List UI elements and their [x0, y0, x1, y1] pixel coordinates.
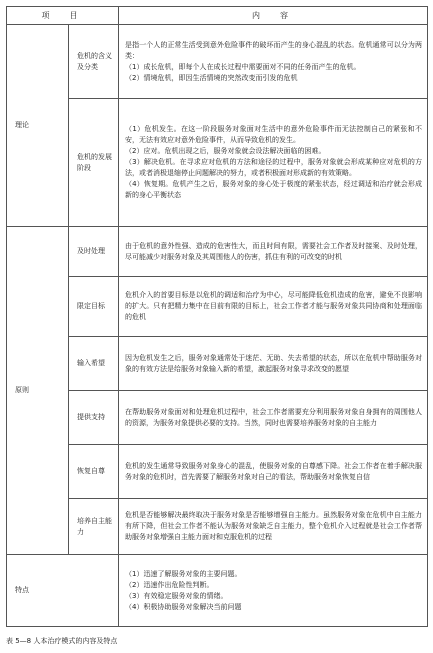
table-row — [7, 99, 428, 227]
category-features: 特点 — [7, 555, 119, 627]
subitem-name: 培养自主能力 — [69, 499, 119, 555]
subitem-content: （1）危机发生。在这一阶段服务对象面对生活中的意外危险事件而无法控制自己的紧张和不安，无法有效应对意外危险事件，从而导致危机的发生。 （2）应对。危机出现之后，服务对象就会设法解决面临的困难。 （3）解决危机。在寻求应对危机的方法和途径的过程中，服务对象就会形成某种应对危机的方法，或者消极退缩停止问题解决的努力，或者积极面对形成新的有效策略。 （4）恢复期。危机产生之后，服务对象的身心处于极度的紧张状态，经过调适和治疗就会形成新的身心平衡状态 — [119, 99, 428, 227]
subitem-name: 输入希望 — [69, 337, 119, 391]
header-item: 项 目 — [7, 7, 119, 25]
subitem-name: 危机的含义及分类 — [69, 25, 119, 99]
content-table-wrapper — [6, 6, 427, 627]
table-header-row — [7, 7, 428, 25]
features-content: （1）迅速了解服务对象的主要问题。 （2）迅速作出危险性判断。 （3）有效稳定服务对象的情绪。 （4）积极协助服务对象解决当前问题 — [119, 555, 428, 627]
subitem-content: 危机的发生通常导致服务对象身心的混乱，使服务对象的自尊感下降。社会工作者在着手解决服务对象的危机时，首先需要了解服务对象对自己的看法，帮助服务对象恢复自信 — [119, 445, 428, 499]
table-row — [7, 499, 428, 555]
table-row — [7, 445, 428, 499]
subitem-name: 及时处理 — [69, 227, 119, 277]
table-row — [7, 277, 428, 337]
subitem-name: 限定目标 — [69, 277, 119, 337]
header-content: 内 容 — [119, 7, 428, 25]
table-row — [7, 391, 428, 445]
table-row — [7, 25, 428, 99]
subitem-content: 因为危机发生之后，服务对象通常处于迷茫、无助、失去希望的状态，所以在危机中帮助服务对象的有效方法是给服务对象输入新的希望，激起服务对象寻求改变的愿望 — [119, 337, 428, 391]
subitem-content: 在帮助服务对象面对和处理危机过程中，社会工作者需要充分利用服务对象自身拥有的周围他人的资源，为服务对象提供必要的支持。当然，同时也需要培养服务对象的自主能力 — [119, 391, 428, 445]
table-row — [7, 227, 428, 277]
subitem-content: 危机是否能够解决最终取决于服务对象是否能够增强自主能力。虽然服务对象在危机中自主能力有所下降，但社会工作者不能认为服务对象缺乏自主能力，整个危机介入过程就是社会工作者帮助服务对象增强自主能力面对和克服危机的过程 — [119, 499, 428, 555]
content-table — [6, 6, 428, 627]
table-row — [7, 555, 428, 627]
subitem-content: 由于危机的意外性强、造成的危害性大，而且时间有限，需要社会工作者及时接案、及时处理，尽可能减少对服务对象及其周围他人的伤害，抓住有利的可改变的时机 — [119, 227, 428, 277]
subitem-name: 恢复自尊 — [69, 445, 119, 499]
category-principles: 原则 — [7, 227, 69, 555]
subitem-content: 是指一个人的正常生活受到意外危险事件的破坏而产生的身心混乱的状态。危机通常可以分为两类： （1）成长危机，即每个人在成长过程中需要面对不同的任务而产生的危机。 （2）情境危机，即因生活情境的突然改变而引发的危机 — [119, 25, 428, 99]
table-row — [7, 337, 428, 391]
category-theory: 理论 — [7, 25, 69, 227]
subitem-name: 提供支持 — [69, 391, 119, 445]
table-caption: 表 5—8 人本治疗模式的内容及特点 — [6, 637, 118, 645]
subitem-name: 危机的发展阶段 — [69, 99, 119, 227]
subitem-content: 危机介入的首要目标是以危机的调适和治疗为中心，尽可能降低危机造成的危害，避免不良影响的扩大。只有把精力集中在目前有限的目标上，社会工作者才能与服务对象共同协商和处理面临的危机 — [119, 277, 428, 337]
